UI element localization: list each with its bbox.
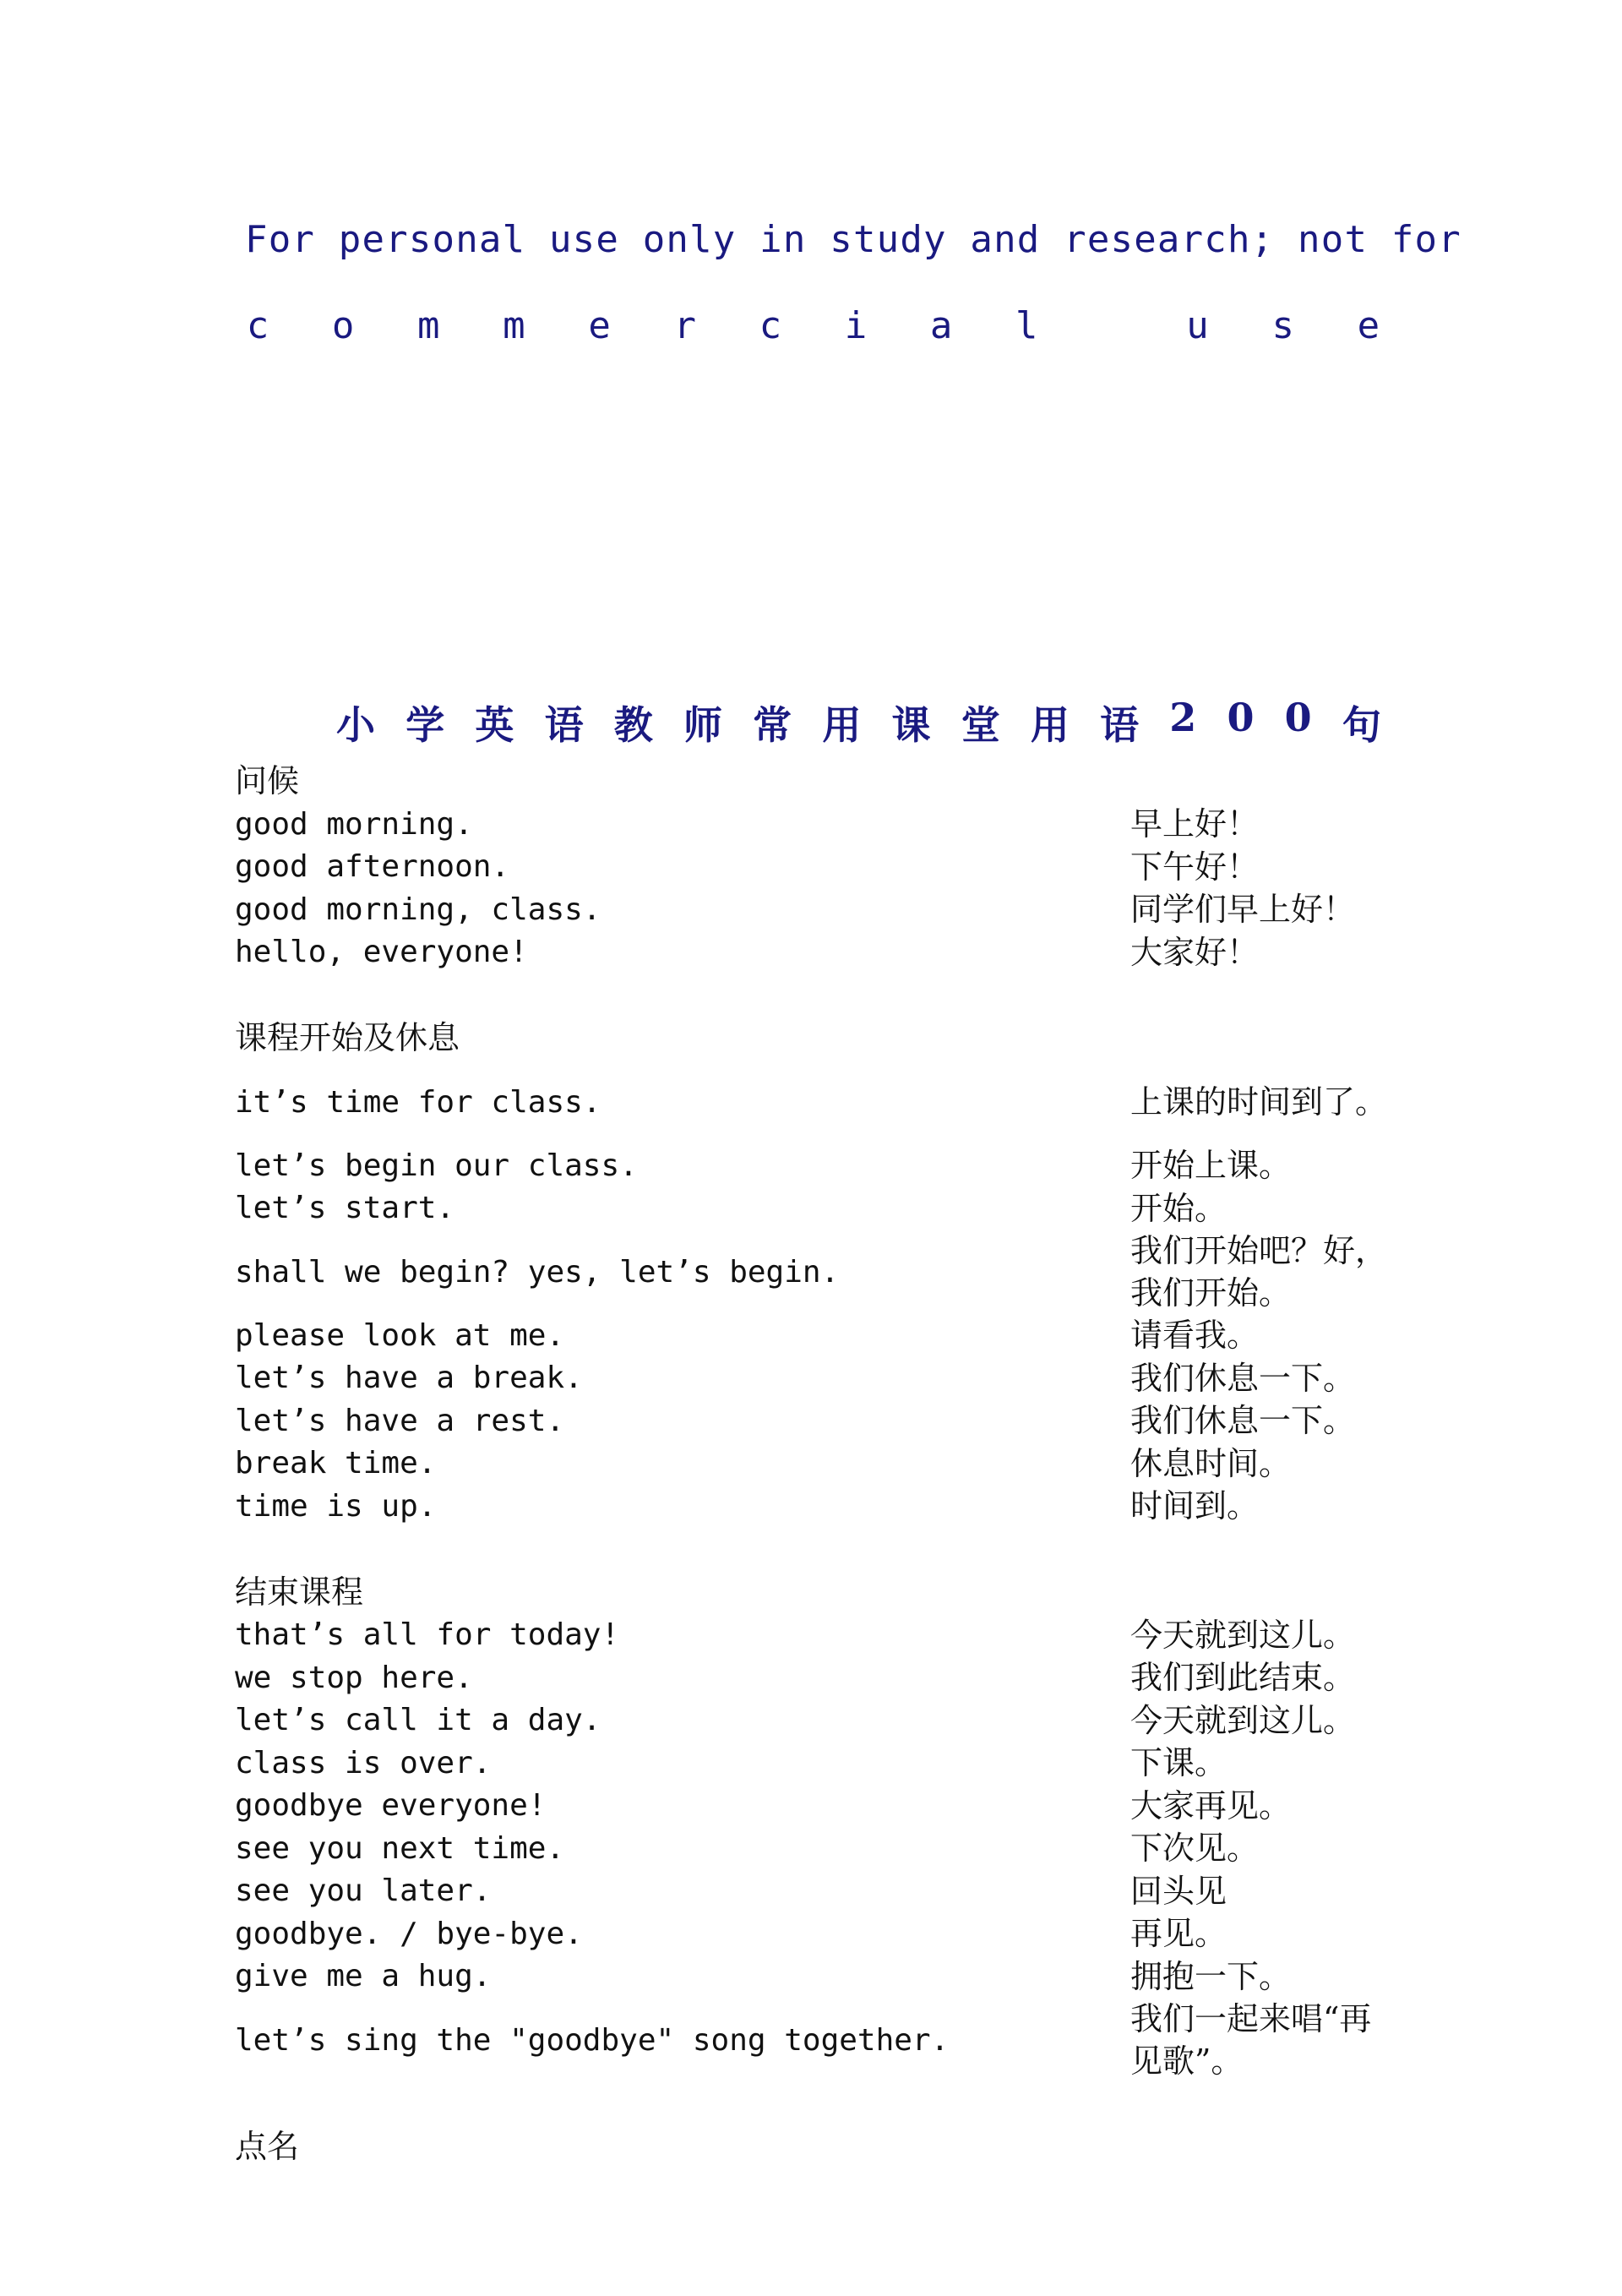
- disclaimer-line-1: For personal use only in study and research; not for: [245, 218, 1461, 261]
- section-heading: 课程开始及休息: [235, 1019, 460, 1056]
- english-phrase: see you later.: [235, 1873, 492, 1909]
- disclaimer-letter: e: [588, 304, 611, 347]
- disclaimer-letter: m: [503, 304, 525, 347]
- english-phrase: let’s call it a day.: [235, 1703, 601, 1738]
- disclaimer-letter: c: [759, 304, 782, 347]
- section-heading: 问候: [235, 762, 300, 799]
- phrase-row: [235, 1144, 1392, 1187]
- phrase-row: [235, 1614, 1392, 1657]
- english-phrase: let’s begin our class.: [235, 1148, 638, 1183]
- english-phrase: time is up.: [235, 1488, 437, 1524]
- english-phrase: please look at me.: [235, 1317, 565, 1353]
- title-char: 用: [1030, 702, 1070, 748]
- phrase-list: [235, 759, 1392, 2168]
- phrase-row: [235, 931, 1392, 974]
- english-phrase: see you next time.: [235, 1830, 565, 1866]
- disclaimer-letter: c: [246, 304, 269, 347]
- chinese-translation: 同学们早上好！: [1130, 891, 1356, 929]
- phrase-row: [235, 1998, 1392, 2082]
- title-char: 用: [822, 702, 862, 748]
- phrase-row: [235, 1699, 1392, 1742]
- title-char: 教: [613, 702, 653, 748]
- phrase-row: [235, 803, 1392, 846]
- disclaimer-letter: s: [1271, 304, 1294, 347]
- disclaimer-letter: m: [417, 304, 440, 347]
- disclaimer-letter: r: [673, 304, 696, 347]
- english-phrase: good morning, class.: [235, 892, 601, 927]
- english-phrase: it’s time for class.: [235, 1084, 601, 1120]
- chinese-translation: 今天就到这儿。: [1130, 1616, 1356, 1654]
- chinese-translation: 开始上课。: [1130, 1147, 1292, 1185]
- chinese-translation: 开始。: [1130, 1189, 1227, 1227]
- chinese-translation: 我们到此结束。: [1130, 1659, 1356, 1697]
- english-phrase: good morning.: [235, 806, 473, 842]
- title-char: 学: [406, 702, 445, 748]
- english-phrase: hello, everyone!: [235, 935, 528, 970]
- chinese-translation: 我们开始吧？好，我们开始。: [1130, 1232, 1388, 1312]
- english-phrase: give me a hug.: [235, 1959, 492, 1994]
- phrase-row: [235, 1442, 1392, 1486]
- phrase-row: [235, 1399, 1392, 1442]
- section-spacer: [235, 973, 1392, 1016]
- english-phrase: we stop here.: [235, 1660, 473, 1695]
- english-phrase: good afternoon.: [235, 849, 510, 885]
- english-phrase: goodbye everyone!: [235, 1788, 547, 1824]
- title-char: 语: [544, 702, 584, 748]
- title-char: 师: [683, 702, 722, 748]
- document-title: [336, 695, 1381, 750]
- phrase-row: [235, 1955, 1392, 1999]
- chinese-translation: 今天就到这儿。: [1130, 1701, 1356, 1739]
- section-spacer: [235, 1528, 1392, 1570]
- phrase-row: [235, 888, 1392, 931]
- title-char: 课: [891, 702, 931, 748]
- section-spacer: [235, 2082, 1392, 2124]
- phrase-row: [235, 1314, 1392, 1357]
- disclaimer-letter: [1099, 304, 1124, 347]
- english-phrase: break time.: [235, 1446, 437, 1481]
- disclaimer-letter: a: [929, 304, 953, 347]
- title-char: 2: [1169, 695, 1197, 740]
- title-char: 语: [1100, 702, 1140, 748]
- chinese-translation: 我们休息一下。: [1130, 1359, 1356, 1397]
- chinese-translation: 时间到。: [1130, 1487, 1260, 1525]
- phrase-row: [235, 1870, 1392, 1913]
- title-char: 堂: [961, 702, 1000, 748]
- chinese-translation: 下午好！: [1130, 848, 1260, 886]
- title-char: 英: [475, 702, 514, 748]
- title-char: 0: [1227, 695, 1255, 740]
- title-char: 常: [753, 702, 792, 748]
- phrase-row: [235, 1656, 1392, 1699]
- phrase-row: [235, 1187, 1392, 1230]
- section-heading: 点名: [235, 2128, 300, 2165]
- english-phrase: let’s sing the "goodbye" song together.: [235, 2022, 950, 2058]
- english-phrase: let’s start.: [235, 1191, 455, 1226]
- english-phrase: shall we begin? yes, let’s begin.: [235, 1254, 840, 1290]
- phrase-row: [235, 1827, 1392, 1870]
- phrase-row: [235, 1785, 1392, 1828]
- disclaimer-letter: i: [844, 304, 868, 347]
- phrase-row: [235, 1230, 1392, 1314]
- disclaimer-letter: e: [1357, 304, 1380, 347]
- title-char: 句: [1342, 702, 1381, 748]
- chinese-translation: 请看我。: [1130, 1317, 1260, 1355]
- phrase-row: [235, 1357, 1392, 1400]
- phrase-row: [235, 1060, 1392, 1144]
- chinese-translation: 拥抱一下。: [1130, 1957, 1292, 1995]
- phrase-row: [235, 846, 1392, 889]
- disclaimer-letter: l: [1015, 304, 1038, 347]
- title-char: 0: [1284, 695, 1312, 740]
- english-phrase: that’s all for today!: [235, 1617, 620, 1653]
- chinese-translation: 我们休息一下。: [1130, 1402, 1356, 1440]
- phrase-row: [235, 1742, 1392, 1785]
- phrase-row: [235, 1485, 1392, 1528]
- english-phrase: let’s have a break.: [235, 1361, 583, 1396]
- chinese-translation: 上课的时间到了。: [1130, 1083, 1388, 1121]
- chinese-translation: 回头见: [1130, 1872, 1227, 1910]
- english-phrase: class is over.: [235, 1745, 492, 1781]
- chinese-translation: 下课。: [1130, 1744, 1227, 1782]
- chinese-translation: 再见。: [1130, 1915, 1227, 1953]
- section-heading: 结束课程: [235, 1573, 364, 1611]
- disclaimer-letter: o: [331, 304, 355, 347]
- chinese-translation: 大家再见。: [1130, 1786, 1292, 1824]
- disclaimer-line-2: [245, 304, 1381, 347]
- chinese-translation: 我们一起来唱“再见歌”。: [1130, 2000, 1372, 2080]
- chinese-translation: 休息时间。: [1130, 1444, 1292, 1482]
- phrase-row: [235, 1912, 1392, 1955]
- chinese-translation: 早上好！: [1130, 805, 1260, 843]
- english-phrase: let’s have a rest.: [235, 1403, 565, 1438]
- chinese-translation: 下次见。: [1130, 1830, 1260, 1868]
- title-char: 小: [336, 702, 375, 748]
- disclaimer-letter: u: [1186, 304, 1209, 347]
- chinese-translation: 大家好！: [1130, 933, 1260, 971]
- english-phrase: goodbye. / bye-bye.: [235, 1916, 583, 1951]
